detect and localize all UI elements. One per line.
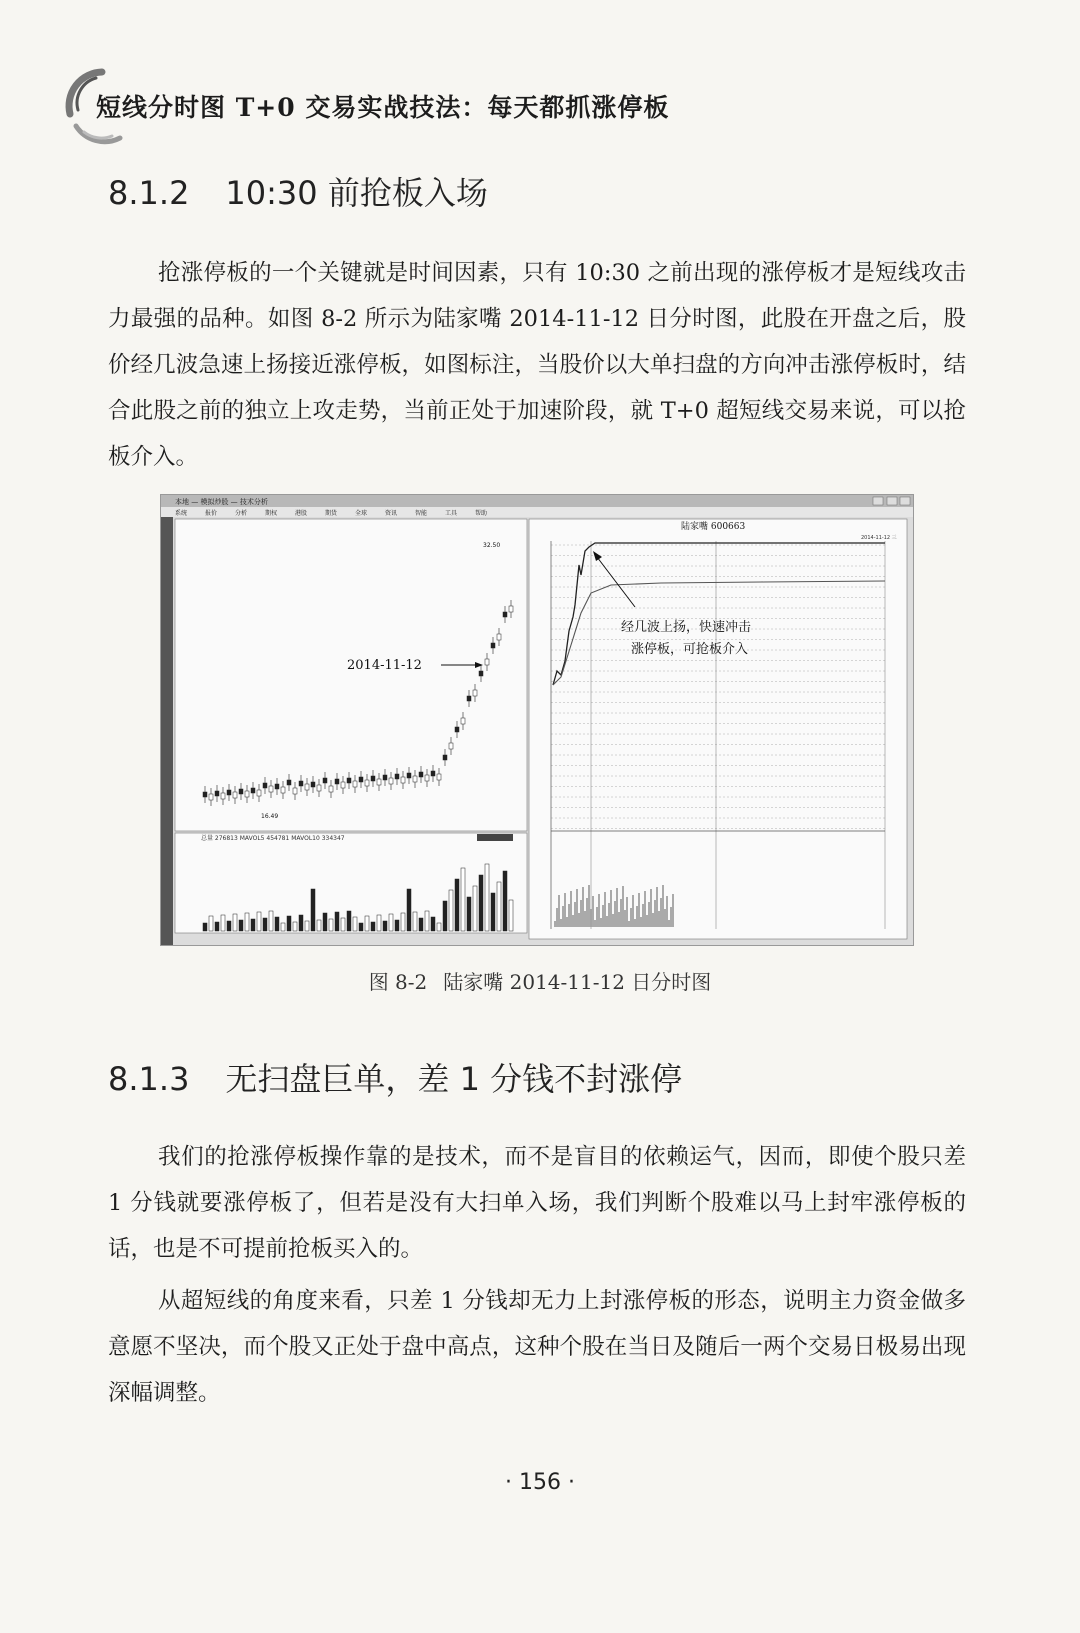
volume-bar (425, 911, 429, 931)
candle-body (467, 696, 471, 701)
menu-item[interactable]: 分析 (235, 510, 248, 517)
window-controls (873, 497, 910, 505)
volume-bar (371, 922, 375, 931)
candle-body (209, 794, 213, 800)
menu-item[interactable]: 全球 (355, 510, 368, 517)
volume-bar (377, 915, 381, 931)
volume-bar (365, 916, 369, 931)
running-header (62, 66, 782, 146)
page-number: · 156 · (505, 1470, 575, 1495)
volume-bar (227, 921, 231, 931)
candle-body (479, 671, 483, 676)
section-title-text: 10:30 前抢板入场 (225, 174, 488, 212)
volume-bar (293, 922, 297, 931)
candle-body (323, 778, 327, 783)
volume-bar (479, 875, 483, 931)
candle-body (419, 772, 423, 777)
volume-bar (353, 917, 357, 931)
candle-body (497, 634, 501, 640)
volume-bar (257, 912, 261, 931)
candle-body (299, 781, 303, 786)
section-number: 8.1.3 (108, 1060, 190, 1098)
candle-body (293, 788, 297, 794)
candle-body (251, 788, 255, 793)
candle-body (383, 775, 387, 780)
candle-body (461, 718, 465, 724)
daily-high-label: 32.50 (483, 542, 501, 549)
left-toolbar (161, 517, 173, 945)
candle-body (263, 783, 267, 788)
candle-body (431, 771, 435, 776)
candle-body (443, 755, 447, 760)
menu-item[interactable]: 港股 (295, 510, 308, 517)
candle-body (239, 789, 243, 794)
candle-body (509, 606, 513, 612)
volume-bar (431, 917, 435, 931)
candle-body (491, 643, 495, 648)
volume-bar (311, 889, 315, 931)
volume-bar (305, 921, 309, 931)
caption-label: 图 8-2 (368, 970, 428, 994)
volume-bar (497, 882, 501, 931)
candle-body (287, 780, 291, 785)
annotation-line-2: 涨停板，可抢板介入 (631, 642, 749, 657)
candle-body (503, 612, 507, 617)
figure-caption (0, 966, 1080, 995)
volume-bar (503, 871, 507, 931)
volume-bar (401, 913, 405, 931)
volume-bar (449, 890, 453, 931)
intraday-title: 陆家嘴 600663 (681, 522, 746, 532)
paragraph: 从超短线的角度来看，只差 1 分钱却无力上封涨停板的形态，说明主力资金做多意愿不坚决，而个股又正处于盘中高点，这种个股在当日及随后一两个交易日极易出现深幅调整。 (108, 1288, 966, 1406)
candle-body (425, 775, 429, 781)
volume-bar (419, 918, 423, 931)
volume-bar (491, 893, 495, 931)
volume-bar (251, 919, 255, 931)
section-heading-8-1-2 (108, 168, 488, 214)
candle-body (413, 776, 417, 782)
candle-body (305, 784, 309, 790)
volume-bar (323, 913, 327, 931)
candle-body (455, 727, 459, 732)
candle-body (371, 776, 375, 781)
menu-item[interactable]: 智能 (415, 510, 428, 517)
intraday-date: 2014-11-12 三 (861, 535, 897, 541)
candle-body (329, 786, 333, 792)
paragraph: 抢涨停板的一个关键就是时间因素，只有 10:30 之前出现的涨停板才是短线攻击力最强的品种。如图 8-2 所示为陆家嘴 2014-11-12 日分时图，此股在开盘之后，股价经几波急速上扬接近涨停板，如图标注，当股价以大单扫盘的方向冲击涨停板时，结合此股之前的独立上攻走势，当前正处于加速阶段，就 T+0 超短线交易来说，可以抢板介入。 (108, 260, 966, 470)
volume-bar (287, 916, 291, 931)
candle-body (389, 778, 393, 784)
daily-date-label: 2014-11-12 (347, 658, 422, 673)
volume-bar (269, 911, 273, 931)
menu-item[interactable]: 报价 (205, 510, 218, 517)
volume-bar (329, 919, 333, 931)
volume-bar (239, 920, 243, 931)
annotation-line-1: 经几波上扬，快速冲击 (621, 620, 752, 635)
volume-bar (221, 915, 225, 931)
candle-body (449, 743, 453, 749)
candle-body (335, 779, 339, 784)
volume-bar (317, 920, 321, 931)
menu-item[interactable]: 期货 (325, 510, 338, 517)
volume-bar (455, 879, 459, 931)
volume-bar (509, 900, 513, 931)
candle-body (311, 782, 315, 787)
paragraph: 我们的抢涨停板操作靠的是技术，而不是盲目的依赖运气，因而，即使个股只差 1 分钱就要涨停板了，但若是没有大扫单入场，我们判断个股难以马上封牢涨停板的话，也是不可提前抢板买入的。 (108, 1144, 966, 1262)
volume-bar (485, 864, 489, 931)
candle-body (395, 774, 399, 779)
candle-body (221, 793, 225, 799)
candle-body (347, 778, 351, 783)
volume-bar (413, 912, 417, 931)
candle-body (353, 781, 357, 787)
candle-body (341, 782, 345, 788)
daily-kline-panel (175, 519, 527, 831)
volume-bar (341, 918, 345, 931)
candle-body (485, 659, 489, 665)
volume-bar (443, 901, 447, 931)
candle-body (275, 784, 279, 789)
candle-body (407, 773, 411, 778)
section-number: 8.1.2 (108, 174, 190, 212)
section-heading-8-1-3 (108, 1054, 682, 1100)
volume-bar (299, 915, 303, 931)
volume-bar (335, 912, 339, 931)
menu-item[interactable]: 系统 (175, 510, 188, 517)
volume-bar (203, 923, 207, 931)
menu-item[interactable]: 工具 (445, 510, 458, 517)
volume-bar (395, 920, 399, 931)
menu-item[interactable]: 期权 (265, 510, 278, 517)
volume-bar (215, 922, 219, 931)
volume-bar (389, 914, 393, 931)
candle-body (359, 777, 363, 782)
volume-bar (359, 923, 363, 931)
volume-bar (263, 918, 267, 931)
menu-item[interactable]: 资讯 (385, 510, 398, 517)
volume-bar (407, 889, 411, 931)
volume-bar (275, 917, 279, 931)
candle-body (257, 790, 261, 796)
volume-bar (383, 921, 387, 931)
volume-legend: 总量 276813 MAVOL5 454781 MAVOL10 334347 (201, 835, 345, 842)
caption-text: 陆家嘴 2014-11-12 日分时图 (443, 970, 712, 994)
volume-bar (245, 913, 249, 931)
candle-body (227, 790, 231, 795)
stock-chart-screenshot (160, 494, 914, 946)
candle-body (233, 792, 237, 798)
volume-bar (347, 911, 351, 931)
section-title-text: 无扫盘巨单，差 1 分钱不封涨停 (225, 1060, 683, 1098)
volume-bar (281, 923, 285, 931)
volume-bar (473, 886, 477, 931)
book-title: 短线分时图 T+0 交易实战技法：每天都抓涨停板 (96, 93, 670, 122)
volume-bar (437, 923, 441, 931)
candle-body (245, 791, 249, 797)
candle-body (269, 786, 273, 792)
volume-bar (209, 916, 213, 931)
candle-body (317, 785, 321, 791)
volume-bar (461, 868, 465, 931)
volume-bar (467, 897, 471, 931)
volume-bar (233, 914, 237, 931)
menu-item[interactable]: 帮助 (475, 510, 488, 517)
candle-body (377, 779, 381, 785)
candle-body (401, 777, 405, 783)
daily-low-label: 16.49 (261, 813, 279, 820)
candle-body (365, 780, 369, 786)
candle-body (215, 791, 219, 796)
volume-tab[interactable] (477, 834, 513, 841)
candle-body (281, 787, 285, 793)
candle-body (437, 774, 441, 780)
window-title: 本地 — 模拟炒股 — 技术分析 (175, 498, 268, 506)
candle-body (203, 792, 207, 797)
candle-body (473, 690, 477, 696)
